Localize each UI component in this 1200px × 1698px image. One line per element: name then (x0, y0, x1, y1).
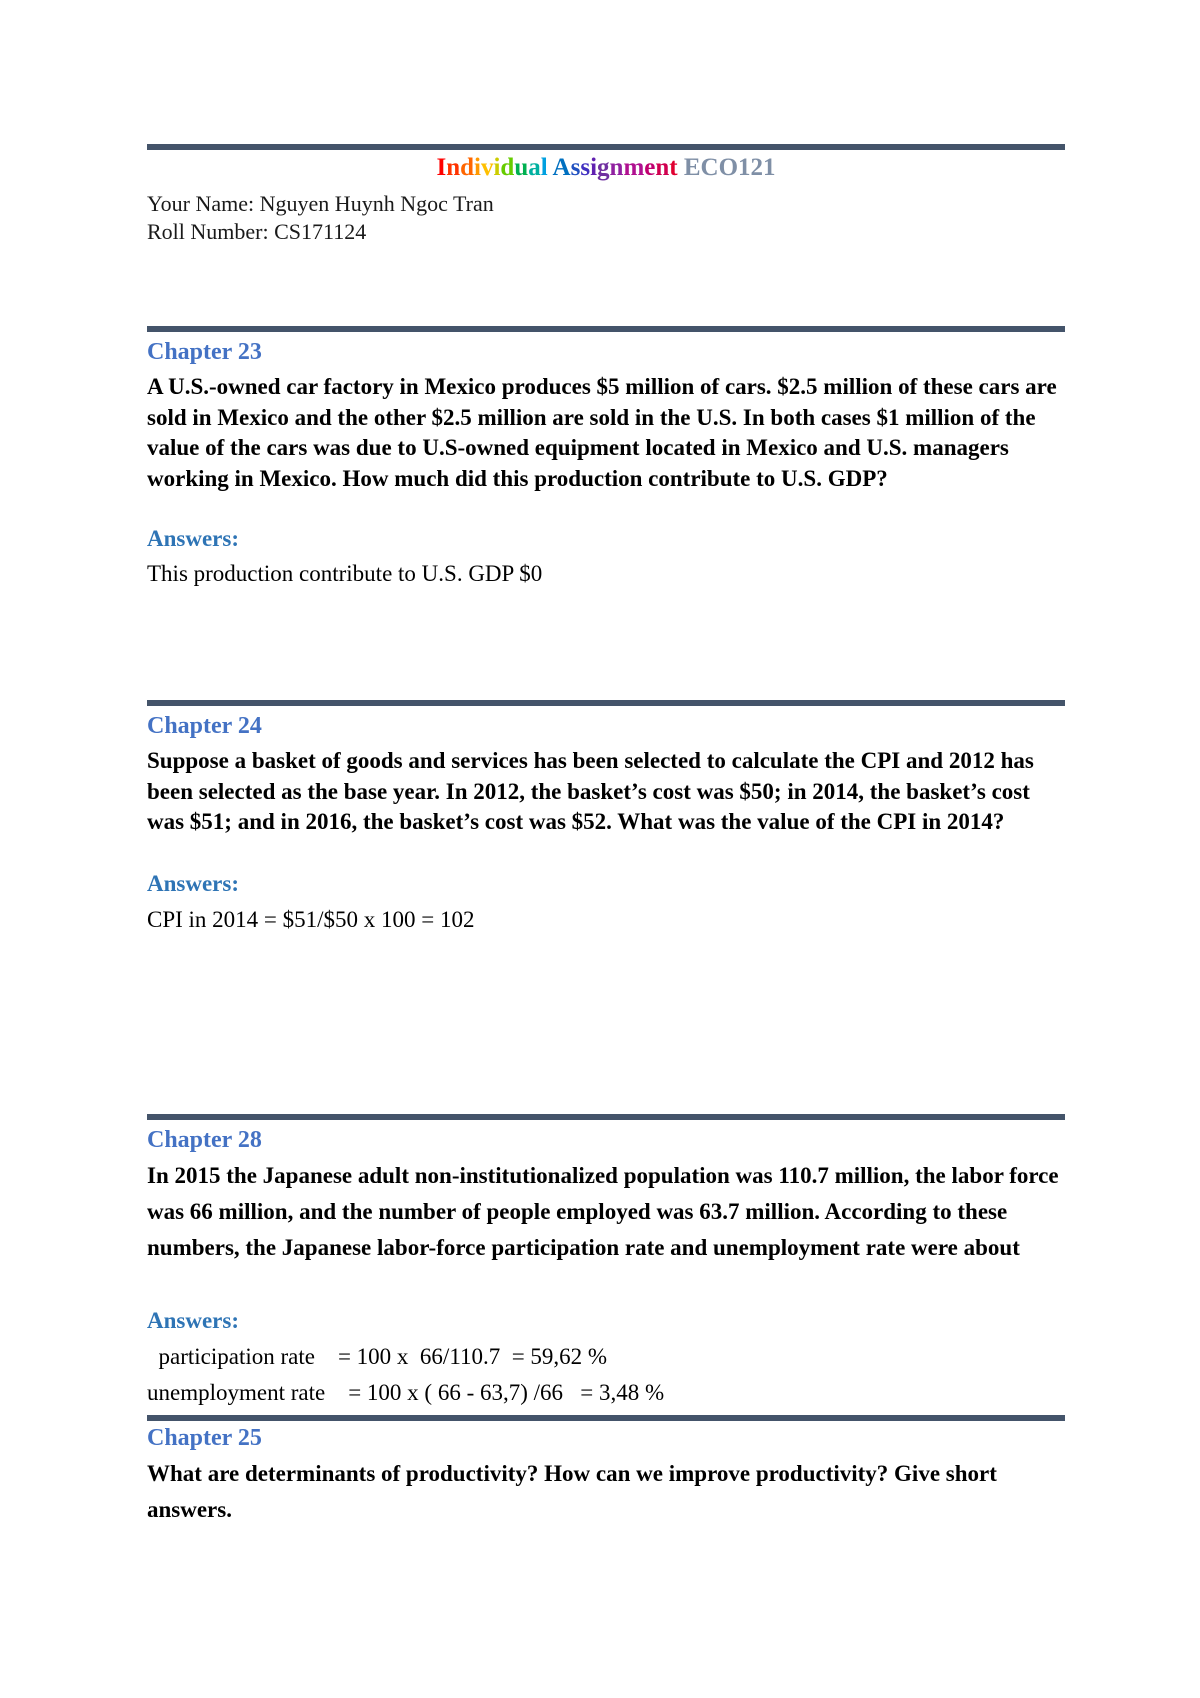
title-letter: t (669, 154, 678, 181)
answer-text: CPI in 2014 = $51/$50 x 100 = 102 (147, 907, 475, 932)
student-name: Your Name: Nguyen Huynh Ngoc Tran (147, 191, 494, 216)
page-title (147, 154, 1065, 182)
header-rule (147, 144, 1065, 150)
unemployment-rate-calc: unemployment rate = 100 x ( 66 - 63,7) /66 = 3,48 % (147, 1380, 665, 1405)
title-letter: A (552, 154, 571, 181)
section-rule (147, 1114, 1065, 1120)
title-rainbow-text (436, 154, 677, 181)
title-letter: v (480, 154, 494, 181)
participation-rate-calc: participation rate = 100 x 66/110.7 = 59,62 % (147, 1344, 608, 1369)
chapter-heading: Chapter 24 (147, 713, 262, 739)
answers-label: Answers: (147, 871, 239, 896)
title-letter: u (514, 154, 529, 181)
section-rule (147, 1415, 1065, 1421)
title-letter: s (580, 154, 591, 181)
title-letter: n (655, 154, 670, 181)
title-letter: I (436, 154, 447, 181)
title-letter: i (493, 154, 501, 181)
title-letter: a (528, 154, 541, 181)
title-letter: s (570, 154, 581, 181)
chapter-heading: Chapter 25 (147, 1425, 262, 1451)
title-letter: d (500, 154, 515, 181)
title-letter: d (460, 154, 474, 181)
answers-label: Answers: (147, 1308, 239, 1333)
question-text: A U.S.-owned car factory in Mexico produces $5 million of cars. $2.5 million of these cars are sold in Mexico and the other $2.5 million are sold in the U.S. In both cases $1 million of the value of the cars was due to U.S-owned equipment located in Mexico and U.S. managers working in Mexico. How much did this production contribute to U.S. GDP? (147, 374, 1057, 491)
title-letter: g (597, 154, 610, 181)
title-letter: i (474, 154, 481, 181)
section-rule (147, 326, 1065, 332)
question-text: What are determinants of productivity? How can we improve productivity? Give short answers. (147, 1461, 997, 1522)
chapter-heading: Chapter 28 (147, 1127, 262, 1153)
section-rule (147, 700, 1065, 706)
title-letter: i (590, 154, 598, 181)
title-letter: n (446, 154, 461, 181)
roll-number: Roll Number: CS171124 (147, 219, 367, 244)
title-letter: n (609, 154, 624, 181)
question-text: Suppose a basket of goods and services has been selected to calculate the CPI and 2012 has been selected as the base year. In 2012, the basket’s cost was $50; in 2014, the basket’s cost was $51; and in 2016, the basket’s cost was $52. What was the value of the CPI in 2014? (147, 748, 1034, 834)
title-letter: m (623, 154, 645, 181)
title-letter: l (540, 154, 548, 181)
answer-text: This production contribute to U.S. GDP $0 (147, 561, 543, 586)
title-course: ECO121 (677, 154, 776, 181)
title-letter: e (644, 154, 656, 181)
question-text: In 2015 the Japanese adult non-institutionalized population was 110.7 million, the labor force was 66 million, and the number of people employed was 63.7 million. According to these numbers, the Japanese labor-force participation rate and unemployment rate were about (147, 1163, 1059, 1260)
answers-label: Answers: (147, 526, 239, 551)
chapter-heading: Chapter 23 (147, 339, 262, 365)
